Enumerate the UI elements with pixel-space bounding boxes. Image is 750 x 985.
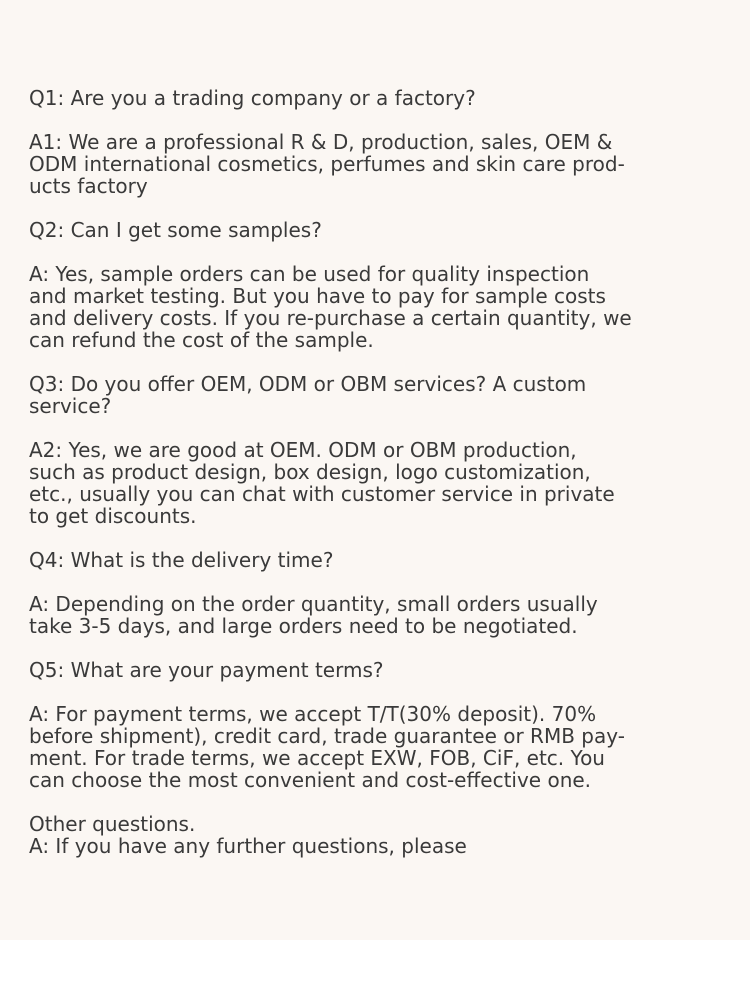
faq-answer-2-line-1: A: Yes, sample orders can be used for quality inspection xyxy=(29,262,590,286)
faq-answer-1-line-1: A1: We are a professional R & D, production, sales, OEM & xyxy=(29,130,613,154)
faq-question-5: Q5: What are your payment terms? xyxy=(29,658,384,682)
faq-answer-4-line-1: A: Depending on the order quantity, small orders usually xyxy=(29,592,598,616)
faq-answer-3-line-4: to get discounts. xyxy=(29,504,197,528)
faq-answer-1-line-2: ODM international cosmetics, perfumes and skin care prod- xyxy=(29,152,625,176)
faq-answer-5-line-2: before shipment), credit card, trade guarantee or RMB pay- xyxy=(29,724,625,748)
faq-question-2: Q2: Can I get some samples? xyxy=(29,218,322,242)
faq-other-answer: A: If you have any further questions, please xyxy=(29,834,467,858)
faq-answer-2-line-3: and delivery costs. If you re-purchase a certain quantity, we xyxy=(29,306,632,330)
faq-question-3-line-2: service? xyxy=(29,394,112,418)
faq-answer-5-line-4: can choose the most convenient and cost-effective one. xyxy=(29,768,592,792)
faq-answer-3-line-3: etc., usually you can chat with customer service in private xyxy=(29,482,615,506)
faq-answer-2-line-2: and market testing. But you have to pay for sample costs xyxy=(29,284,606,308)
faq-answer-1-line-3: ucts factory xyxy=(29,174,148,198)
faq-other-title: Other questions. xyxy=(29,812,196,836)
faq-answer-3-line-2: such as product design, box design, logo customization, xyxy=(29,460,591,484)
faq-content xyxy=(29,87,729,857)
faq-question-4: Q4: What is the delivery time? xyxy=(29,548,334,572)
faq-question-1: Q1: Are you a trading company or a factory? xyxy=(29,86,476,110)
faq-answer-5-line-1: A: For payment terms, we accept T/T(30% deposit). 70% xyxy=(29,702,597,726)
faq-question-3-line-1: Q3: Do you offer OEM, ODM or OBM services? A custom xyxy=(29,372,587,396)
faq-answer-2-line-4: can refund the cost of the sample. xyxy=(29,328,374,352)
faq-answer-3-line-1: A2: Yes, we are good at OEM. ODM or OBM production, xyxy=(29,438,577,462)
faq-answer-5-line-3: ment. For trade terms, we accept EXW, FOB, CiF, etc. You xyxy=(29,746,605,770)
faq-answer-4-line-2: take 3-5 days, and large orders need to be negotiated. xyxy=(29,614,578,638)
